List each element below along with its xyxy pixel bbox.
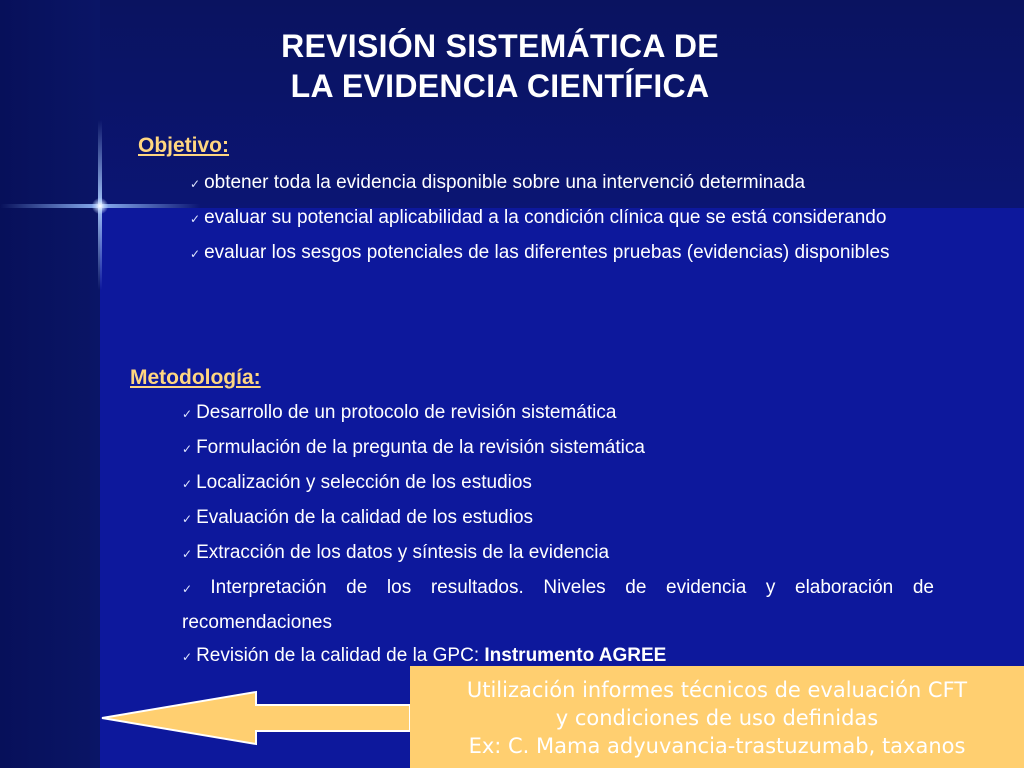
title-line-2: LA EVIDENCIA CIENTÍFICA (290, 68, 710, 104)
list-item (182, 396, 934, 431)
objetivo-item-1: obtener toda la evidencia disponible sobre una intervenció determinada (204, 172, 806, 193)
metodologia-item-6: Interpretación de los resultados. Niveles de evidencia y elaboración de recomendaciones (182, 577, 934, 633)
left-arrow-icon (100, 690, 412, 746)
objetivo-item-3: evaluar los sesgos potenciales de las diferentes pruebas (evidencias) disponibles (204, 242, 890, 263)
objetivo-list (190, 166, 942, 271)
metodologia-heading: Metodología: (130, 366, 261, 389)
metodologia-list (182, 396, 934, 674)
metodologia-item-4: Evaluación de la calidad de los estudios (196, 507, 534, 528)
check-icon: ✓ (182, 407, 193, 421)
objetivo-item-2: evaluar su potencial aplicabilidad a la condición clínica que se está considerando (204, 207, 887, 228)
list-item (182, 431, 934, 466)
check-icon: ✓ (182, 442, 193, 456)
note-line-2: y condiciones de uso definidas (555, 706, 879, 730)
check-icon: ✓ (190, 212, 201, 226)
check-icon: ✓ (182, 547, 193, 561)
list-item (182, 501, 934, 536)
slide-title (200, 26, 800, 106)
metodologia-item-1: Desarrollo de un protocolo de revisión sistemática (196, 402, 617, 423)
list-item (190, 201, 942, 236)
metodologia-item-7-prefix: Revisión de la calidad de la GPC: (196, 645, 485, 666)
metodologia-item-5: Extracción de los datos y síntesis de la evidencia (196, 542, 610, 563)
metodologia-item-3: Localización y selección de los estudios (196, 472, 532, 493)
check-icon: ✓ (182, 650, 193, 664)
note-line-3: Ex: C. Mama adyuvancia-trastuzumab, taxanos (468, 734, 966, 758)
check-icon: ✓ (182, 582, 207, 596)
agree-instrument-label: Instrumento AGREE (484, 645, 667, 666)
list-item (190, 166, 942, 201)
check-icon: ✓ (182, 512, 193, 526)
note-box (410, 666, 1024, 768)
list-item (182, 536, 934, 571)
list-item (182, 466, 934, 501)
sparkle-icon (92, 198, 108, 214)
check-icon: ✓ (190, 177, 201, 191)
note-line-1: Utilización informes técnicos de evaluación CFT (466, 678, 968, 702)
metodologia-item-2: Formulación de la pregunta de la revisión sistemática (196, 437, 645, 458)
title-line-1: REVISIÓN SISTEMÁTICA DE (281, 28, 719, 64)
objetivo-heading: Objetivo: (138, 134, 230, 157)
list-item (190, 236, 942, 271)
check-icon: ✓ (182, 477, 193, 491)
check-icon: ✓ (190, 247, 201, 261)
list-item (182, 571, 934, 639)
left-background-strip (0, 0, 100, 768)
